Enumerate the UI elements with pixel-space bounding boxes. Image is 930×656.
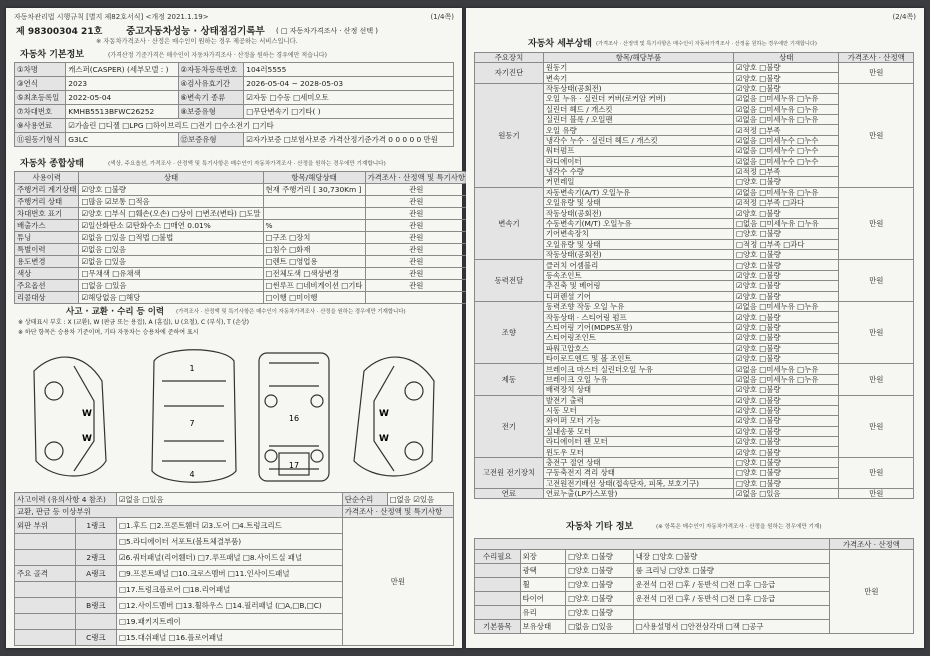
table-header: 가격조사 · 산정액: [829, 539, 913, 550]
device-state: ☑양호 □불량: [733, 426, 838, 436]
device-item: 실린더 블록 / 오일팬: [543, 114, 733, 124]
device-group: 고전원 전기장치: [475, 457, 544, 488]
repair-items: □9.프론트패널 □10.크로스멤버 □11.인사이드패널: [117, 566, 343, 582]
device-state: ☑양호 □불량: [733, 437, 838, 447]
accident-note: (가격조사 · 산정액 및 특기사항은 매수인이 자동차가격조사 · 산정을 원하는 경우에만 기재합니다): [176, 309, 406, 315]
row-state: ☑해당없음 □해당: [79, 292, 263, 304]
device-item: 구동축전지 격리 상태: [543, 468, 733, 478]
basic-info-table: [14, 62, 454, 147]
table-row: [15, 268, 468, 280]
repair-rank: [75, 582, 116, 598]
table-header: [475, 539, 830, 550]
table-header-row: [15, 506, 454, 518]
row-note: 관원: [365, 232, 467, 244]
device-group: 제동: [475, 364, 544, 395]
device-state: □적정 □부족 □과다: [733, 239, 838, 249]
overall-table: [14, 171, 468, 304]
device-item: 기어변속장치: [543, 229, 733, 239]
repair-group: [15, 582, 76, 598]
row-label: 튜닝: [15, 232, 79, 244]
repair-rank: B랭크: [75, 598, 116, 614]
row-note: 관원: [365, 256, 467, 268]
device-state: □양호 □불량: [733, 260, 838, 270]
basic-value: ☑가솔린 □디젤 □LPG □하이브리드 □전기 □수소전기 □기타: [66, 119, 454, 133]
device-state: ☑양호 □불량: [733, 385, 838, 395]
other-state: □양호 □불량: [566, 564, 634, 578]
device-state: ☑양호 □불량: [733, 312, 838, 322]
row-state: ☑일산화탄소 ☑탄화수소 □매연 0.01%: [79, 220, 263, 232]
repair-rank: C랭크: [75, 630, 116, 646]
table-row: [15, 256, 468, 268]
table-row: [475, 489, 914, 499]
device-price: 만원: [839, 260, 914, 302]
table-header: 항목/해당상태: [263, 172, 365, 184]
device-state: ☑없음 □미세누유 □누유: [733, 301, 838, 311]
device-state: ☑양호 □불량: [733, 208, 838, 218]
device-item: 오일 누유 · 실린더 커버(로커암 커버): [543, 94, 733, 104]
device-item: 워터펌프: [543, 146, 733, 156]
device-item: 브레이크 오일 누유: [543, 374, 733, 384]
diagram-label-rear-floor: 17: [288, 461, 300, 470]
table-row: [475, 187, 914, 197]
row-label: 주행거리 상태: [15, 196, 79, 208]
detail-title: 자동차 세부상태: [528, 39, 592, 49]
table-row: [475, 457, 914, 467]
overall-note: (색상, 주요옵션, 가격조사 · 산정액 및 특기사항은 매수인이 자동차가격조사 · 산정을 원하는 경우에만 기재합니다): [108, 161, 386, 167]
basic-value: ☑자가보증 □보험사보증 가격산정기준가격 0 0 0 0 0 만원: [244, 133, 454, 147]
table-row: [475, 550, 914, 564]
device-state: ☑없음 □미세누유 □누유: [733, 374, 838, 384]
table-header: 교환, 판금 등 이상부위: [15, 506, 343, 518]
basic-label: ①차명: [15, 63, 66, 77]
table-row: [475, 301, 914, 311]
page-1: [6, 8, 465, 648]
other-item: 보유상태: [520, 620, 566, 634]
other-item: 유리: [520, 606, 566, 620]
car-diagram: [14, 341, 454, 489]
device-price: 만원: [839, 83, 914, 187]
device-item: 자동변속기(A/T) 오일누유: [543, 187, 733, 197]
diagram-mark-right-2: W: [379, 434, 389, 444]
row-note: [365, 292, 467, 304]
device-item: 파워고압호스: [543, 343, 733, 353]
device-price: 만원: [839, 301, 914, 363]
repair-group: 외판 부위: [15, 518, 76, 534]
row-note: 관원: [365, 208, 467, 220]
device-group: 동력전달: [475, 260, 544, 302]
diagram-mark-left-1: W: [82, 409, 92, 419]
diagram-label-hood: 1: [189, 364, 195, 373]
table-row: [15, 119, 454, 133]
row-state: ☑양호 □불량: [79, 184, 263, 196]
row-label: 주요옵션: [15, 280, 79, 292]
basic-info-note: (가격산정 기준가격은 매수인이 자동차가격조사 · 산정을 원하는 경우에만 적습니다): [108, 52, 327, 59]
basic-value: G3LC: [66, 133, 178, 147]
row-detail: [263, 208, 365, 220]
device-state: ☑양호 □불량: [733, 395, 838, 405]
device-item: 수동변속기(M/T) 오일누유: [543, 218, 733, 228]
table-header: 사용이력: [15, 172, 79, 184]
other-item: 타이어: [520, 592, 566, 606]
other-state: □양호 □불량: [566, 592, 634, 606]
row-detail: □구조 □장치: [263, 232, 365, 244]
table-row: [15, 292, 468, 304]
row-detail: □렌트 □영업용: [263, 256, 365, 268]
table-row: [475, 395, 914, 405]
device-state: ☑양호 □불량: [733, 63, 838, 73]
row-state: □많음 ☑보통 □적음: [79, 196, 263, 208]
other-state: □양호 □불량: [566, 606, 634, 620]
row-label: 차대번호 표기: [15, 208, 79, 220]
repair-items: □19.패키지트레이: [117, 614, 343, 630]
other-item: 외장: [520, 550, 566, 564]
basic-info-title: 자동차 기본정보: [20, 50, 84, 60]
basic-label: ②자동차등록번호: [178, 63, 244, 77]
row-detail: %: [263, 220, 365, 232]
device-item: 커먼레일: [543, 177, 733, 187]
table-header: 가격조사 · 산정액 및 특기사항: [365, 172, 467, 184]
device-group: 조향: [475, 301, 544, 363]
device-item: 충전구 절연 상태: [543, 457, 733, 467]
accident-table: [14, 492, 454, 646]
other-item: 광택: [520, 564, 566, 578]
row-label: 용도변경: [15, 256, 79, 268]
form-subtitle: ※ 자동차가격조사 · 산정은 매수인이 원하는 경우 제공하는 서비스입니다.: [96, 38, 298, 45]
row-state: ☑양호 □부식 □훼손(오손) □상이 □변조(변타) □도말: [79, 208, 263, 220]
device-state: ☑양호 □불량: [733, 270, 838, 280]
device-price: 만원: [839, 457, 914, 488]
table-header-row: [475, 53, 914, 63]
device-item: 연료누출(LP가스포함): [543, 489, 733, 499]
device-state: ☑없음 □미세누유 □누유: [733, 364, 838, 374]
repair-group: [15, 630, 76, 646]
table-header-row: [475, 539, 914, 550]
other-item-2: □사용설명서 □안전삼각대 □잭 □공구: [633, 620, 829, 634]
table-row: [475, 260, 914, 270]
device-state: ☑없음 □미세누유 □누유: [733, 114, 838, 124]
device-state: □양호 □불량: [733, 457, 838, 467]
device-state: □양호 □불량: [733, 468, 838, 478]
other-item-2: 운전석 □전 □후 / 동반석 □전 □후 □응급: [633, 578, 829, 592]
table-header: 가격조사 · 산정액: [839, 53, 914, 63]
device-item: 오일유량 및 상태: [543, 239, 733, 249]
table-row: [15, 184, 468, 196]
device-state: ☑양호 □불량: [733, 73, 838, 83]
symbol-note: ※ 상태표시 부호 : X (교환), W (판금 또는 용접), A (흠집), U (요철), C (부식), T (손상): [18, 319, 250, 326]
table-row: [15, 77, 454, 91]
basic-value: 캐스퍼(CASPER) (세부모델 : ): [66, 63, 178, 77]
table-header: 가격조사 · 산정액 및 특기사항: [342, 506, 453, 518]
device-item: 브레이크 마스터 실린더오일 누유: [543, 364, 733, 374]
detail-table: [474, 52, 914, 499]
device-item: 클러치 어셈블리: [543, 260, 733, 270]
basic-value: ☑자동 □수동 □세미오토: [244, 91, 454, 105]
accident-title: 사고 · 교환 · 수리 등 이력: [66, 307, 165, 317]
accident-history-label: 사고이력 (유의사항 4 참조): [15, 493, 117, 506]
device-item: 작동상태(공회전): [543, 250, 733, 260]
device-group: 연료: [475, 489, 544, 499]
other-group: [475, 592, 521, 606]
basic-label: ⑥변속기 종류: [178, 91, 244, 105]
other-note: (※ 항목은 매수인이 자동차가격조사 · 산정을 원하는 경우에만 기재): [656, 524, 822, 530]
table-row: [475, 364, 914, 374]
diagram-mark-left-2: W: [82, 434, 92, 444]
device-item: 라디에이터: [543, 156, 733, 166]
form-title: 중고자동차성능 · 상태점검기록부: [126, 26, 265, 37]
row-label: 주행거리 계기상태: [15, 184, 79, 196]
page-number-2: (2/4쪽): [892, 13, 916, 21]
device-state: ☑양호 □불량: [733, 83, 838, 93]
device-item: 실내송풍 모터: [543, 426, 733, 436]
basic-label: ⑨사용연료: [15, 119, 66, 133]
device-item: 디퍼렌셜 기어: [543, 291, 733, 301]
device-item: 스티어링조인트: [543, 333, 733, 343]
row-label: 특별이력: [15, 244, 79, 256]
table-row: [15, 232, 468, 244]
basic-value: 2023: [66, 77, 178, 91]
other-table: [474, 538, 914, 634]
device-state: □양호 □불량: [733, 478, 838, 488]
device-state: ☑양호 □불량: [733, 353, 838, 363]
basic-value: 2022-05-04: [66, 91, 178, 105]
device-item: 원동기: [543, 63, 733, 73]
device-item: 스티어링 기어(MDPS포함): [543, 322, 733, 332]
device-item: 작동상태(공회전): [543, 208, 733, 218]
other-price: 만원: [829, 550, 913, 634]
device-state: ☑없음 □미세누수 □누수: [733, 146, 838, 156]
other-group: 기본품목: [475, 620, 521, 634]
row-state: ☑없음 □있음: [79, 256, 263, 268]
basic-label: ⑫보증유형: [178, 133, 244, 147]
device-price: 만원: [839, 187, 914, 260]
device-item: 작동상태 · 스티어링 펌프: [543, 312, 733, 322]
device-state: ☑적정 □부족: [733, 125, 838, 135]
law-header: 자동차관리법 시행규칙 [별지 제82호서식] <개정 2021.1.19>: [14, 13, 209, 21]
device-state: ☑양호 □불량: [733, 333, 838, 343]
other-state: □없음 □있음: [566, 620, 634, 634]
basic-label: ⑧보증유형: [178, 105, 244, 119]
basic-label: ③연식: [15, 77, 66, 91]
repair-rank: 1랭크: [75, 518, 116, 534]
repair-group: [15, 614, 76, 630]
device-state: □양호 □불량: [733, 177, 838, 187]
device-state: ☑양호 □불량: [733, 322, 838, 332]
table-row: [15, 280, 468, 292]
device-item: 오일유량 및 상태: [543, 198, 733, 208]
basic-value: □무단변속기 □기타( ): [244, 105, 454, 119]
device-state: ☑적정 □부족 □과다: [733, 198, 838, 208]
table-row: [475, 63, 914, 73]
basic-label: ⑤최초등록일: [15, 91, 66, 105]
accident-history-value: ☑없음 □있음: [117, 493, 343, 506]
basic-value: 104러5555: [244, 63, 454, 77]
repair-items: □5.라디에이터 서포트(볼트체결부품): [117, 534, 343, 550]
document-number: 제 98300304 21호: [16, 27, 103, 37]
device-state: ☑양호 □불량: [733, 291, 838, 301]
basic-label: ⑦차대번호: [15, 105, 66, 119]
table-row: [15, 91, 454, 105]
simple-repair-label: 단순수리: [342, 493, 387, 506]
device-state: □양호 □불량: [733, 229, 838, 239]
other-item-2: [633, 606, 829, 620]
repair-items: ☑6.쿼터패널(리어휀더) □7.루프패널 □8.사이드실 패널: [117, 550, 343, 566]
device-state: ☑없음 □미세누유 □누유: [733, 104, 838, 114]
form-title-suffix: ( □ 자동차가격조사 · 산정 선택 ): [276, 27, 379, 35]
repair-price: 만원: [342, 518, 453, 646]
row-state: □무채색 □유채색: [79, 268, 263, 280]
row-label: 배출가스: [15, 220, 79, 232]
device-state: ☑양호 □불량: [733, 281, 838, 291]
other-state: □양호 □불량: [566, 550, 634, 564]
device-state: ☑양호 □불량: [733, 416, 838, 426]
basic-value: 2026-05-04 ~ 2028-05-03: [244, 77, 454, 91]
device-item: 와이퍼 모터 기능: [543, 416, 733, 426]
device-state: ☑양호 □불량: [733, 343, 838, 353]
row-state: ☑없음 □있음: [79, 244, 263, 256]
row-label: 리콜대상: [15, 292, 79, 304]
row-detail: □전체도색 □색상변경: [263, 268, 365, 280]
device-state: □양호 □불량: [733, 250, 838, 260]
table-header-row: [15, 172, 468, 184]
device-price: 만원: [839, 364, 914, 395]
device-item: 발전기 출력: [543, 395, 733, 405]
repair-rank: A랭크: [75, 566, 116, 582]
table-row: [15, 244, 468, 256]
table-row: [475, 83, 914, 93]
device-item: 시동 모터: [543, 405, 733, 415]
diagram-mark-right-1: W: [379, 409, 389, 419]
device-price: 만원: [839, 489, 914, 499]
device-item: 동력조향 작동 오일 누유: [543, 301, 733, 311]
device-item: 타이로드엔드 및 볼 조인트: [543, 353, 733, 363]
basic-label: ④검사유효기간: [178, 77, 244, 91]
repair-group: [15, 598, 76, 614]
table-header: 상태: [79, 172, 263, 184]
device-group: 전기: [475, 395, 544, 457]
basic-label: ⑪원동기형식: [15, 133, 66, 147]
row-detail: 현재 주행거리 [ 30,730Km ]: [263, 184, 365, 196]
other-item-2: 룸 크리닝 □양호 □불량: [633, 564, 829, 578]
table-header: 주요장치: [475, 53, 544, 63]
table-row: [15, 105, 454, 119]
device-item: 작동상태(공회전): [543, 83, 733, 93]
table-row: [15, 518, 454, 534]
repair-group: [15, 550, 76, 566]
table-row: [15, 208, 468, 220]
device-item: 냉각수 수량: [543, 166, 733, 176]
row-detail: □침수 □화재: [263, 244, 365, 256]
symbol-note-2: ※ 하단 항목은 승용차 기준이며, 기타 자동차는 승용차에 준하여 표시: [18, 329, 199, 336]
device-state: ☑없음 □미세누수 □누수: [733, 135, 838, 145]
table-header: 항목/해당부품: [543, 53, 733, 63]
device-price: 만원: [839, 395, 914, 457]
device-state: ☑양호 □불량: [733, 447, 838, 457]
diagram-label-roof: 7: [189, 419, 195, 428]
other-group: [475, 564, 521, 578]
row-note: 관원: [365, 184, 467, 196]
detail-note: (가격조사 · 산정액 및 특기사항은 매수인이 자동차가격조사 · 산정을 원하는 경우에만 기재합니다): [596, 41, 817, 47]
row-note: 관원: [365, 244, 467, 256]
device-state: ☑양호 □불량: [733, 405, 838, 415]
other-item-2: 내장 □양호 □불량: [633, 550, 829, 564]
repair-rank: [75, 614, 116, 630]
device-price: 만원: [839, 63, 914, 84]
table-row: [15, 63, 454, 77]
device-item: 배력장치 상태: [543, 385, 733, 395]
table-header: 상태: [733, 53, 838, 63]
device-group: 자기진단: [475, 63, 544, 84]
row-note: 관원: [365, 220, 467, 232]
table-row: [15, 196, 468, 208]
other-item-2: 운전석 □전 □후 / 동반석 □전 □후 □응급: [633, 592, 829, 606]
row-detail: □썬루프 □네비게이션 □기타: [263, 280, 365, 292]
device-state: □없음 □미세누유 □누유: [733, 218, 838, 228]
device-item: 추진축 및 베어링: [543, 281, 733, 291]
row-detail: [263, 196, 365, 208]
row-state: □없음 □있음: [79, 280, 263, 292]
row-label: 색상: [15, 268, 79, 280]
table-row: [15, 220, 468, 232]
repair-items: □1.후드 □2.프론트휀더 ☑3.도어 □4.트렁크리드: [117, 518, 343, 534]
repair-rank: 2랭크: [75, 550, 116, 566]
table-row: [15, 493, 454, 506]
row-note: 관원: [365, 268, 467, 280]
other-group: [475, 606, 521, 620]
device-group: 원동기: [475, 83, 544, 187]
device-item: 고전원전기배선 상태(접속단자, 피복, 보호기구): [543, 478, 733, 488]
device-item: 변속기: [543, 73, 733, 83]
diagram-label-trunk: 4: [189, 470, 195, 479]
device-item: 실린더 헤드 / 개스킷: [543, 104, 733, 114]
repair-items: □12.사이드멤버 □13.휠하우스 □14.필러패널 (□A,□B,□C): [117, 598, 343, 614]
repair-rank: [75, 534, 116, 550]
device-state: ☑없음 □미세누수 □누수: [733, 156, 838, 166]
device-item: 냉각수 누수 · 실린더 헤드 / 개스킷: [543, 135, 733, 145]
repair-group: 주요 골격: [15, 566, 76, 582]
repair-group: [15, 534, 76, 550]
row-state: ☑없음 □있음 □적법 □불법: [79, 232, 263, 244]
repair-items: □15.대쉬패널 □16.플로어패널: [117, 630, 343, 646]
table-row: [15, 133, 454, 147]
device-item: 라디에이터 팬 모터: [543, 437, 733, 447]
device-state: ☑적정 □부족: [733, 166, 838, 176]
device-item: 오일 유량: [543, 125, 733, 135]
overall-title: 자동차 종합상태: [20, 159, 84, 169]
page-number: (1/4쪽): [430, 13, 454, 21]
row-note: 관원: [365, 280, 467, 292]
diagram-label-floor: 16: [288, 414, 300, 423]
device-item: 윈도우 모터: [543, 447, 733, 457]
page-2: [466, 8, 924, 648]
basic-value: KMHB5513BFWC26252: [66, 105, 178, 119]
other-group: [475, 578, 521, 592]
other-state: □양호 □불량: [566, 578, 634, 592]
simple-repair-value: □없음 ☑있음: [387, 493, 453, 506]
other-title: 자동차 기타 정보: [566, 522, 634, 532]
repair-items: □17.트렁크플로어 □18.리어패널: [117, 582, 343, 598]
other-item: 휠: [520, 578, 566, 592]
other-group: 수리필요: [475, 550, 521, 564]
device-item: 등속조인트: [543, 270, 733, 280]
device-group: 변속기: [475, 187, 544, 260]
row-note: 관원: [365, 196, 467, 208]
device-state: ☑없음 □있음: [733, 489, 838, 499]
device-state: ☑없음 □미세누유 □누유: [733, 94, 838, 104]
device-state: ☑없음 □미세누유 □누유: [733, 187, 838, 197]
row-detail: □이행 □미이행: [263, 292, 365, 304]
